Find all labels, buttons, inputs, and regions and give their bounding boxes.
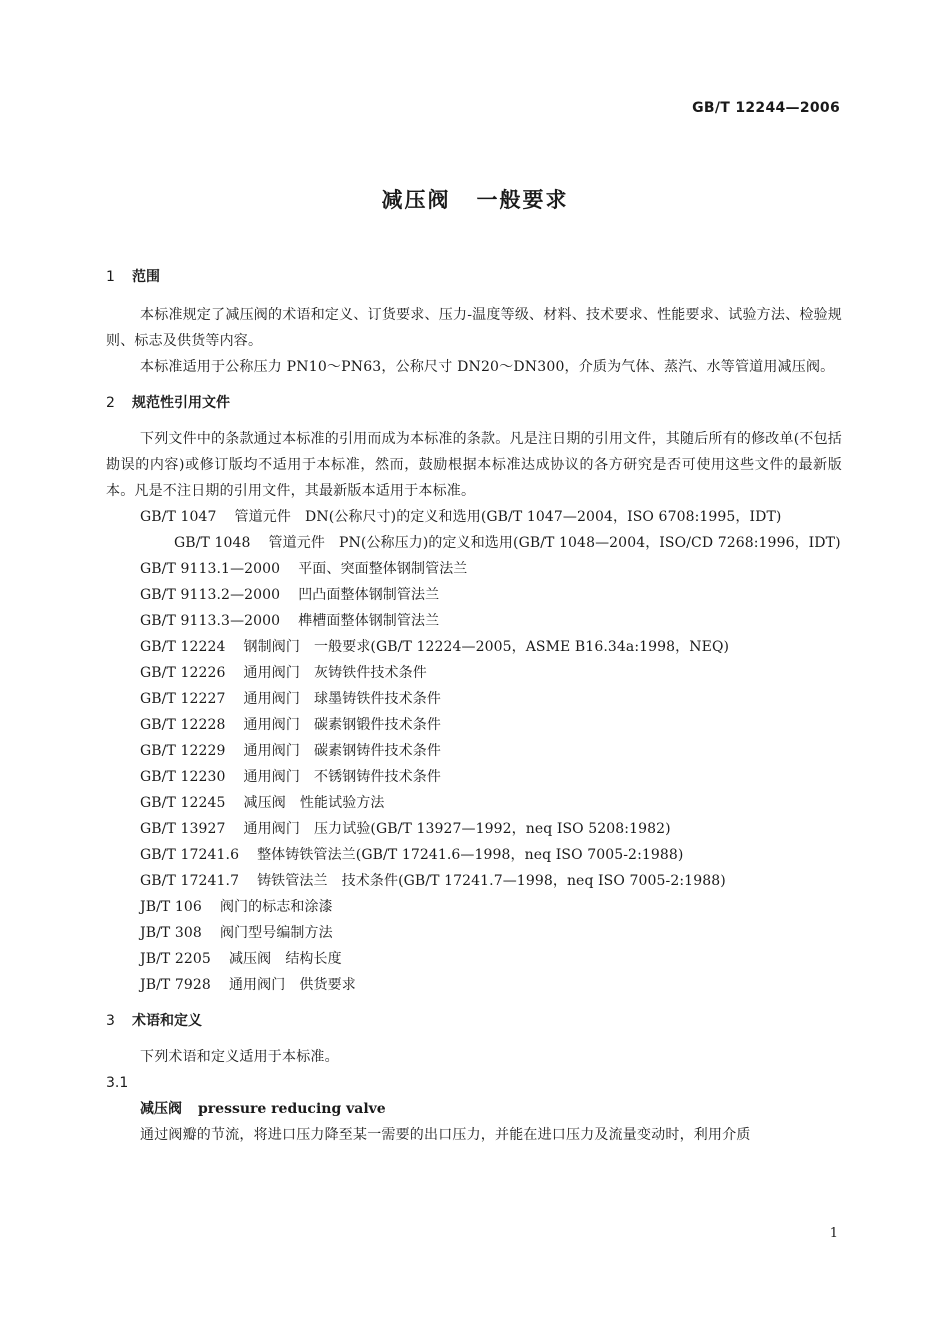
reference-code: GB/T 13927 — [140, 821, 226, 837]
term-entry — [106, 1096, 842, 1122]
section-title: 术语和定义 — [132, 1013, 202, 1029]
reference-item — [106, 946, 842, 972]
reference-item — [106, 634, 842, 660]
page-number: 1 — [829, 1226, 838, 1241]
section-number: 3 — [106, 1013, 115, 1029]
reference-title: 阀门型号编制方法 — [219, 925, 333, 941]
reference-code: GB/T 9113.1—2000 — [140, 561, 281, 577]
reference-title: 阀门的标志和涂漆 — [219, 899, 333, 915]
reference-item — [106, 972, 842, 998]
reference-code: GB/T 12226 — [140, 665, 226, 681]
reference-code: GB/T 1048 — [174, 535, 251, 551]
reference-title: 凹凸面整体钢制管法兰 — [298, 587, 440, 603]
reference-title: 通用阀门 球墨铸铁件技术条件 — [243, 691, 441, 707]
reference-item — [106, 868, 842, 894]
reference-list — [106, 504, 842, 998]
reference-code: GB/T 9113.3—2000 — [140, 613, 281, 629]
reference-title: 钢制阀门 一般要求(GB/T 12224—2005，ASME B16.34a:1998，NEQ) — [243, 639, 730, 655]
reference-item — [106, 738, 842, 764]
title-part-1: 减压阀 — [381, 188, 451, 212]
reference-item — [106, 608, 842, 634]
reference-code: GB/T 12230 — [140, 769, 226, 785]
reference-title: 减压阀 结构长度 — [228, 951, 342, 967]
reference-title: 通用阀门 不锈钢铸件技术条件 — [243, 769, 441, 785]
reference-code: GB/T 12245 — [140, 795, 226, 811]
reference-code: JB/T 308 — [140, 925, 202, 941]
reference-item — [106, 894, 842, 920]
term-chinese: 减压阀 — [140, 1101, 182, 1117]
paragraph: 下列术语和定义适用于本标准。 — [140, 1049, 339, 1065]
reference-item — [106, 764, 842, 790]
section-title: 规范性引用文件 — [132, 395, 230, 411]
reference-title: 管道元件 PN(公称压力)的定义和选用(GB/T 1048—2004，ISO/CD 7268:1996，IDT) — [268, 535, 841, 551]
reference-item — [106, 582, 842, 608]
reference-title: 榫槽面整体钢制管法兰 — [298, 613, 440, 629]
reference-code: GB/T 12224 — [140, 639, 226, 655]
reference-item — [106, 920, 842, 946]
reference-item — [106, 816, 842, 842]
reference-title: 铸铁管法兰 技术条件(GB/T 17241.7—1998，neq ISO 7005-2:1988) — [257, 873, 726, 889]
reference-code: JB/T 2205 — [140, 951, 211, 967]
reference-title: 通用阀门 供货要求 — [228, 977, 356, 993]
reference-code: GB/T 17241.6 — [140, 847, 240, 863]
reference-item — [106, 556, 842, 582]
document-body — [106, 264, 842, 1148]
subclause-number: 3.1 — [106, 1075, 129, 1091]
reference-code: GB/T 1047 — [140, 509, 217, 525]
reference-item — [106, 530, 842, 556]
section-number: 1 — [106, 269, 115, 285]
section-2-heading — [106, 390, 842, 416]
title-part-2: 一般要求 — [476, 188, 569, 212]
reference-item — [106, 790, 842, 816]
paragraph: 下列文件中的条款通过本标准的引用而成为本标准的条款。凡是注日期的引用文件，其随后所有的修改单(不包括勘误的内容)或修订版均不适用于本标准，然而，鼓励根据本标准达成协议的各方研究是否可使用这些文件的最新版本。凡是不注日期的引用文件，其最新版本适用于本标准。 — [106, 431, 842, 499]
reference-code: GB/T 17241.7 — [140, 873, 240, 889]
standard-number: GB/T 12244—2006 — [692, 100, 840, 116]
reference-code: GB/T 9113.2—2000 — [140, 587, 281, 603]
reference-code: GB/T 12227 — [140, 691, 226, 707]
reference-item — [106, 660, 842, 686]
reference-item — [106, 686, 842, 712]
reference-title: 整体铸铁管法兰(GB/T 17241.6—1998，neq ISO 7005-2:1988) — [257, 847, 684, 863]
term-english: pressure reducing valve — [198, 1101, 386, 1117]
reference-code: JB/T 106 — [140, 899, 202, 915]
paragraph: 本标准规定了减压阀的术语和定义、订货要求、压力-温度等级、材料、技术要求、性能要求、试验方法、检验规则、标志及供货等内容。 — [106, 307, 842, 349]
reference-title: 管道元件 DN(公称尺寸)的定义和选用(GB/T 1047—2004，ISO 6708:1995，IDT) — [234, 509, 782, 525]
reference-item — [106, 712, 842, 738]
reference-title: 平面、突面整体钢制管法兰 — [298, 561, 468, 577]
reference-code: GB/T 12228 — [140, 717, 226, 733]
reference-title: 减压阀 性能试验方法 — [243, 795, 385, 811]
reference-code: GB/T 12229 — [140, 743, 226, 759]
reference-code: JB/T 7928 — [140, 977, 211, 993]
section-3-heading — [106, 1008, 842, 1034]
term-definition: 通过阀瓣的节流，将进口压力降至某一需要的出口压力，并能在进口压力及流量变动时，利用介质 — [140, 1127, 751, 1143]
reference-title: 通用阀门 灰铸铁件技术条件 — [243, 665, 427, 681]
reference-item — [106, 842, 842, 868]
reference-title: 通用阀门 碳素钢锻件技术条件 — [243, 717, 441, 733]
reference-item — [106, 504, 842, 530]
reference-title: 通用阀门 碳素钢铸件技术条件 — [243, 743, 441, 759]
document-title — [0, 184, 950, 214]
section-number: 2 — [106, 395, 115, 411]
section-1-heading — [106, 264, 842, 290]
paragraph: 本标准适用于公称压力 PN10～PN63，公称尺寸 DN20～DN300，介质为气体、蒸汽、水等管道用减压阀。 — [140, 359, 835, 375]
reference-title: 通用阀门 压力试验(GB/T 13927—1992，neq ISO 5208:1982) — [243, 821, 671, 837]
section-title: 范围 — [132, 269, 160, 285]
